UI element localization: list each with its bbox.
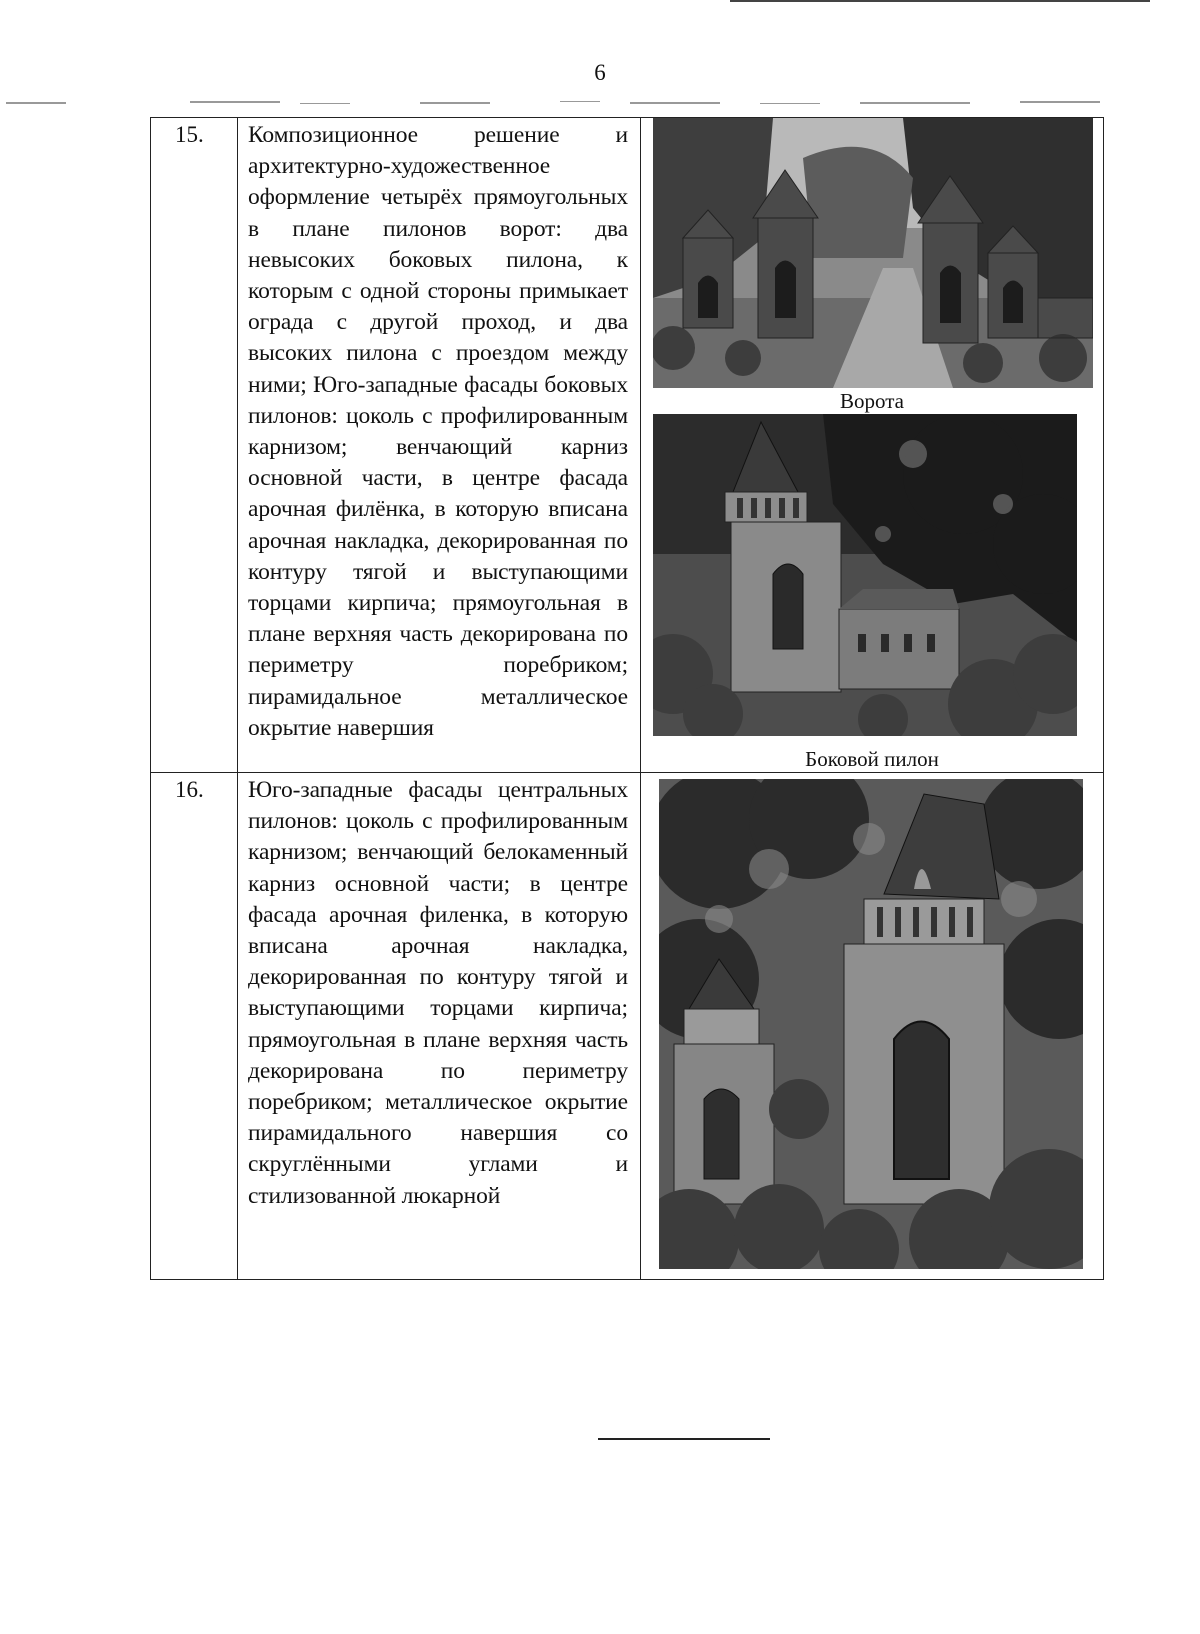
scan-noise-line [0, 98, 1200, 112]
row-images [641, 118, 1104, 773]
row-description: Композиционное решение и архитектурно-художественное оформление четырёх прямоугольных в плане пилонов ворот: два невысоких боковых пилона, к которым с одной стороны примыкает ограда с другой проход, и два высоких пилона с проездом между ними; Юго-западные фасады боковых пилонов: цоколь с профилированным карнизом; венчающий карниз основной части, в центре фасада арочная филёнка, в которую вписана арочная накладка, декорированная по контуру тягой и выступающими торцами кирпича; прямоугольная в плане верхняя часть декорирована по периметру поребриком; пирамидальное металлическое окрытие навершия [238, 118, 641, 773]
page-number: 6 [594, 60, 606, 85]
side-pylon-photo-caption: Боковой пилон [805, 747, 939, 771]
central-pylons-photo [659, 779, 1083, 1269]
gate-photo [653, 118, 1093, 388]
scan-top-rule [730, 0, 1150, 2]
row-number: 16. [151, 773, 238, 1280]
end-of-document-rule [598, 1438, 770, 1440]
row-number: 15. [151, 118, 238, 773]
row-description: Юго-западные фасады центральных пилонов: цоколь с профилированным карнизом; венчающий белокаменный карниз основной части; в центре фасада арочная филенка, в которую вписана арочная накладка, декорированная по контуру тягой и выступающими торцами кирпича; прямоугольная в плане верхняя часть декорирована по периметру поребриком; металлическое окрытие пирамидального навершия со скруглёнными углами и стилизованной люкарной [238, 773, 641, 1280]
side-pylon-photo [653, 414, 1077, 736]
monument-elements-table [150, 117, 1104, 1280]
row-images [641, 773, 1104, 1280]
gate-photo-caption: Ворота [840, 389, 904, 413]
table-row [151, 118, 1104, 773]
table-row [151, 773, 1104, 1280]
